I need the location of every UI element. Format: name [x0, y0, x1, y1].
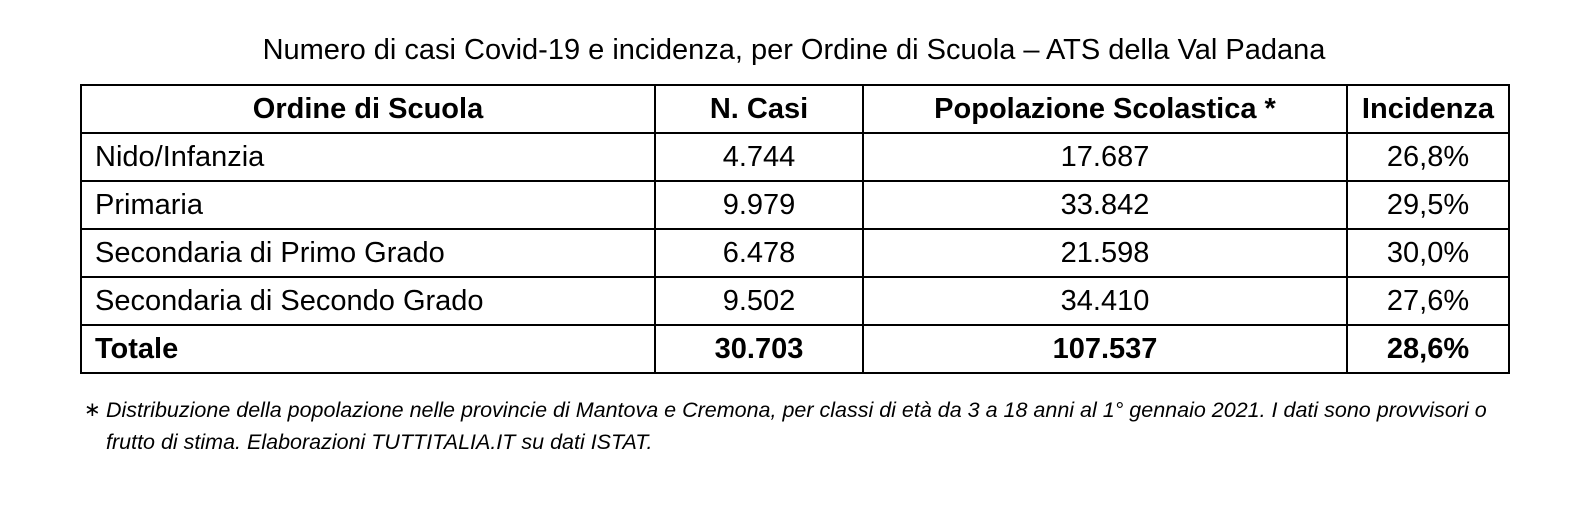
footnote — [84, 394, 1524, 458]
covid-cases-table — [80, 84, 1510, 374]
row-label: Secondaria di Primo Grado — [81, 229, 655, 277]
row-n-casi: 4.744 — [655, 133, 863, 181]
header-incidenza: Incidenza — [1347, 85, 1509, 133]
row-label: Primaria — [81, 181, 655, 229]
table-row — [81, 181, 1509, 229]
total-n-casi: 30.703 — [655, 325, 863, 373]
row-n-casi: 6.478 — [655, 229, 863, 277]
row-incidenza: 29,5% — [1347, 181, 1509, 229]
row-popolazione: 21.598 — [863, 229, 1347, 277]
total-label: Totale — [81, 325, 655, 373]
header-popolazione-scolastica: Popolazione Scolastica * — [863, 85, 1347, 133]
footnote-text: Distribuzione della popolazione nelle provincie di Mantova e Cremona, per classi di età da 3 a 18 anni al 1° gennaio 2021. I dati sono provvisori o frutto di stima. Elaborazioni TUTTITALIA.IT su dati ISTAT. — [106, 398, 1487, 454]
row-label: Nido/Infanzia — [81, 133, 655, 181]
total-incidenza: 28,6% — [1347, 325, 1509, 373]
row-popolazione: 34.410 — [863, 277, 1347, 325]
table-row — [81, 229, 1509, 277]
table-row — [81, 133, 1509, 181]
row-label: Secondaria di Secondo Grado — [81, 277, 655, 325]
table-total-row — [81, 325, 1509, 373]
row-popolazione: 33.842 — [863, 181, 1347, 229]
document-title: Numero di casi Covid-19 e incidenza, per Ordine di Scuola – ATS della Val Padana — [262, 34, 1326, 66]
row-popolazione: 17.687 — [863, 133, 1347, 181]
row-incidenza: 27,6% — [1347, 277, 1509, 325]
row-n-casi: 9.502 — [655, 277, 863, 325]
header-ordine-di-scuola: Ordine di Scuola — [81, 85, 655, 133]
footnote-marker: ∗ — [84, 399, 101, 421]
row-n-casi: 9.979 — [655, 181, 863, 229]
table-row — [81, 277, 1509, 325]
row-incidenza: 30,0% — [1347, 229, 1509, 277]
header-n-casi: N. Casi — [655, 85, 863, 133]
row-incidenza: 26,8% — [1347, 133, 1509, 181]
table-header-row — [81, 85, 1509, 133]
total-popolazione: 107.537 — [863, 325, 1347, 373]
